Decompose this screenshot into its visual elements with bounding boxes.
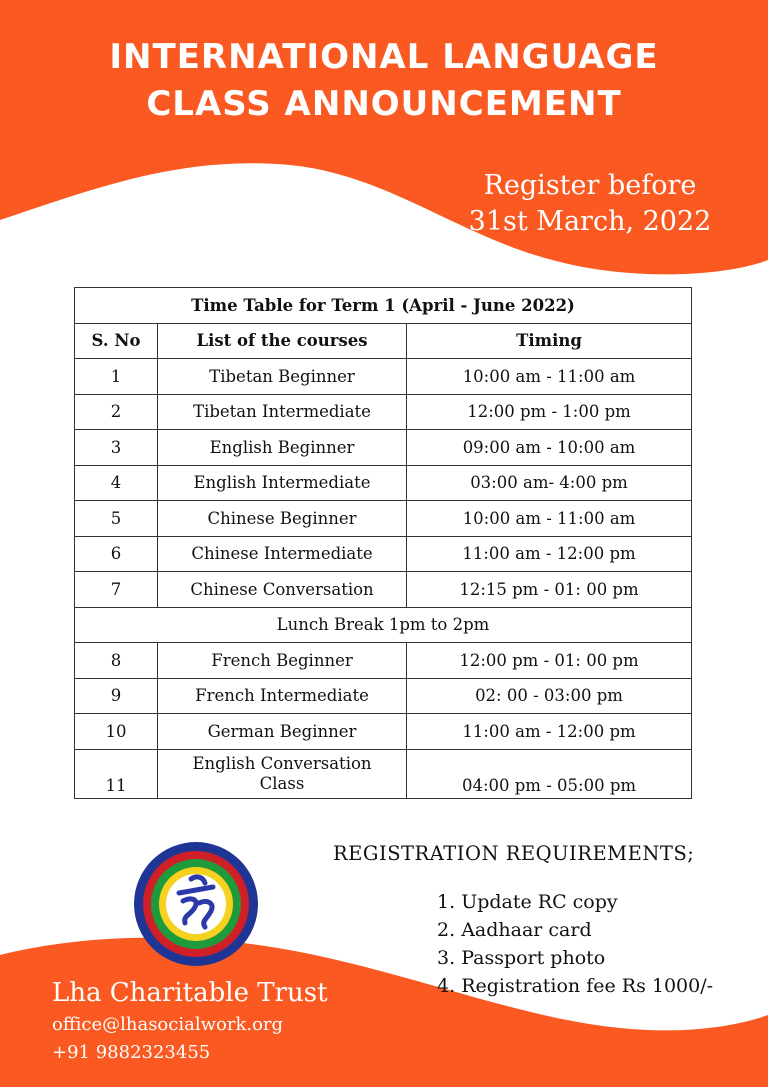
register-deadline	[440, 168, 740, 240]
table-row	[75, 359, 692, 395]
serial-cell: 3	[75, 430, 158, 466]
timing-cell: 09:00 am - 10:00 am	[407, 430, 692, 466]
timing-cell: 10:00 am - 11:00 am	[407, 501, 692, 537]
timing-cell: 04:00 pm - 05:00 pm	[407, 749, 692, 798]
course-cell: English Beginner	[158, 430, 407, 466]
course-cell: English Intermediate	[158, 465, 407, 501]
list-number: 1.	[437, 891, 456, 913]
table-row	[75, 465, 692, 501]
course-cell: Chinese Intermediate	[158, 536, 407, 572]
list-text: Update RC copy	[461, 891, 618, 913]
header-courses: List of the courses	[158, 323, 407, 359]
course-line-2: Class	[259, 773, 305, 793]
tibetan-seal-logo-icon	[133, 841, 259, 967]
requirements-title: REGISTRATION REQUIREMENTS;	[333, 842, 695, 865]
serial-cell: 2	[75, 394, 158, 430]
timetable-caption-row	[75, 288, 692, 324]
list-number: 2.	[437, 919, 456, 941]
list-item	[437, 944, 713, 972]
list-item	[437, 972, 713, 1000]
title-line-1: INTERNATIONAL LANGUAGE	[109, 37, 659, 77]
course-cell: Tibetan Intermediate	[158, 394, 407, 430]
list-number: 3.	[437, 947, 456, 969]
course-cell: Tibetan Beginner	[158, 359, 407, 395]
header-timing: Timing	[407, 323, 692, 359]
course-cell: Chinese Beginner	[158, 501, 407, 537]
course-cell: French Intermediate	[158, 678, 407, 714]
timing-cell: 02: 00 - 03:00 pm	[407, 678, 692, 714]
serial-cell: 10	[75, 714, 158, 750]
email-text: office@lhasocialwork.org	[52, 1014, 284, 1035]
lunch-break-row	[75, 607, 692, 643]
serial-cell: 6	[75, 536, 158, 572]
register-line-1: Register before	[483, 170, 697, 201]
table-row	[75, 714, 692, 750]
table-row	[75, 501, 692, 537]
timing-cell: 10:00 am - 11:00 am	[407, 359, 692, 395]
timetable	[74, 287, 692, 799]
table-row	[75, 678, 692, 714]
phone-text: +91 9882323455	[52, 1042, 211, 1063]
course-cell	[158, 749, 407, 798]
table-row	[75, 572, 692, 608]
timetable-header-row	[75, 323, 692, 359]
serial-cell: 9	[75, 678, 158, 714]
serial-cell: 5	[75, 501, 158, 537]
list-text: Aadhaar card	[461, 919, 592, 941]
page-title	[0, 34, 768, 128]
table-row	[75, 749, 692, 798]
course-cell: French Beginner	[158, 643, 407, 679]
course-cell: German Beginner	[158, 714, 407, 750]
table-row	[75, 643, 692, 679]
list-text: Registration fee Rs 1000/-	[461, 975, 714, 997]
table-row	[75, 430, 692, 466]
serial-cell: 1	[75, 359, 158, 395]
course-cell: Chinese Conversation	[158, 572, 407, 608]
list-item	[437, 916, 713, 944]
timing-cell: 12:15 pm - 01: 00 pm	[407, 572, 692, 608]
title-line-2: CLASS ANNOUNCEMENT	[146, 84, 622, 124]
table-row	[75, 536, 692, 572]
serial-cell: 4	[75, 465, 158, 501]
timing-cell: 12:00 pm - 1:00 pm	[407, 394, 692, 430]
timing-cell: 12:00 pm - 01: 00 pm	[407, 643, 692, 679]
list-text: Passport photo	[461, 947, 606, 969]
org-name: Lha Charitable Trust	[52, 978, 328, 1008]
requirements-list	[437, 888, 713, 1000]
serial-cell: 8	[75, 643, 158, 679]
timetable-caption: Time Table for Term 1 (April - June 2022)	[75, 288, 692, 324]
course-line-1: English Conversation	[192, 753, 372, 773]
list-item	[437, 888, 713, 916]
serial-cell: 7	[75, 572, 158, 608]
header-serial: S. No	[75, 323, 158, 359]
register-line-2: 31st March, 2022	[468, 206, 712, 237]
timing-cell: 03:00 am- 4:00 pm	[407, 465, 692, 501]
timing-cell: 11:00 am - 12:00 pm	[407, 714, 692, 750]
lunch-break-cell: Lunch Break 1pm to 2pm	[75, 607, 692, 643]
timing-cell: 11:00 am - 12:00 pm	[407, 536, 692, 572]
serial-cell: 11	[75, 749, 158, 798]
table-row	[75, 394, 692, 430]
list-number: 4.	[437, 975, 456, 997]
